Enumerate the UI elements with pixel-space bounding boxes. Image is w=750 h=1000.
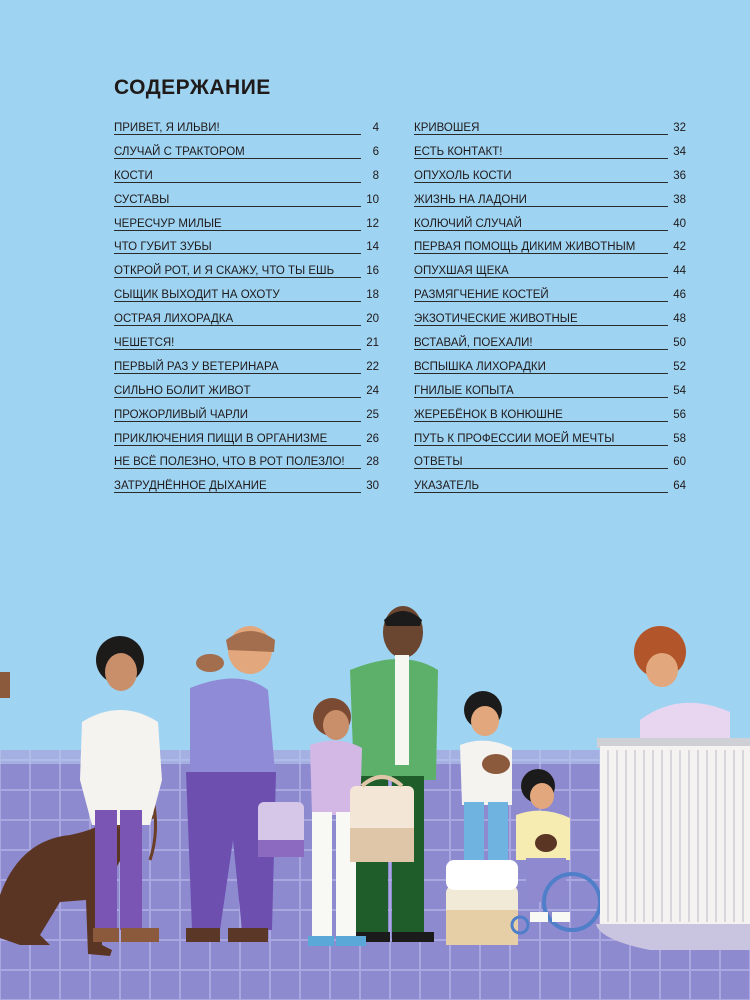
toc-entry[interactable]: [414, 359, 686, 383]
toc-entry-title: КРИВОШЕЯ: [414, 122, 480, 134]
toc-leader-line: [114, 206, 361, 207]
toc-leader-line: [114, 158, 361, 159]
toc-entry-title: ОПУХШАЯ ЩЕКА: [414, 265, 509, 278]
toc-entry[interactable]: [414, 239, 686, 263]
toc-entry[interactable]: [414, 168, 686, 192]
toc-entry-title: ЕСТЬ КОНТАКТ!: [414, 145, 503, 158]
toc-entry-page-number: 12: [366, 217, 379, 230]
toc-column-left: [114, 120, 379, 502]
receptionist: [634, 626, 730, 750]
toc-entry[interactable]: [114, 454, 379, 478]
toc-entry-title: СУСТАВЫ: [114, 193, 170, 206]
toc-entry[interactable]: [414, 431, 686, 455]
toc-entry-page-number: 40: [673, 217, 686, 230]
toc-entry[interactable]: [414, 144, 686, 168]
toc-entry[interactable]: [414, 335, 686, 359]
toc-entry-title: ОТВЕТЫ: [414, 456, 463, 469]
toc-entry-page-number: 54: [673, 384, 686, 397]
toc-entry-page-number: 4: [372, 122, 379, 134]
toc-entry-title: СЫЩИК ВЫХОДИТ НА ОХОТУ: [114, 289, 280, 302]
toc-leader-line: [414, 373, 668, 374]
toc-leader-line: [414, 253, 668, 254]
toc-entry-page-number: 38: [673, 193, 686, 206]
toc-entry-title: ЧЕРЕСЧУР МИЛЫЕ: [114, 217, 222, 230]
toc-entry-page-number: 21: [366, 337, 379, 350]
toc-entry[interactable]: [114, 263, 379, 287]
toc-entry-page-number: 36: [673, 169, 686, 182]
toc-entry-page-number: 56: [673, 408, 686, 421]
toc-entry-page-number: 28: [366, 456, 379, 469]
toc-leader-line: [414, 325, 668, 326]
toc-entry-page-number: 10: [366, 193, 379, 206]
toc-entry[interactable]: [114, 359, 379, 383]
toc-leader-line: [414, 230, 668, 231]
toc-leader-line: [114, 445, 361, 446]
toc-entry-title: ПУТЬ К ПРОФЕССИИ МОЕЙ МЕЧТЫ: [414, 432, 615, 445]
toc-entry[interactable]: [414, 263, 686, 287]
toc-leader-line: [414, 349, 668, 350]
toc-entry[interactable]: [114, 168, 379, 192]
toc-title: СОДЕРЖАНИЕ: [114, 76, 271, 99]
toc-entry-title: ЖИЗНЬ НА ЛАДОНИ: [414, 193, 527, 206]
toc-entry[interactable]: [114, 239, 379, 263]
toc-entry-page-number: 16: [366, 265, 379, 278]
toc-entry-page-number: 44: [673, 265, 686, 278]
toc-entry-title: ЧЕШЕТСЯ!: [114, 337, 175, 350]
toc-leader-line: [414, 206, 668, 207]
toc-entry-title: ГНИЛЫЕ КОПЫТА: [414, 384, 514, 397]
toc-entry[interactable]: [414, 383, 686, 407]
toc-entry[interactable]: [414, 311, 686, 335]
toc-entry-page-number: 22: [366, 360, 379, 373]
toc-entry[interactable]: [414, 216, 686, 240]
toc-leader-line: [114, 373, 361, 374]
toc-entry-title: ПРИКЛЮЧЕНИЯ ПИЩИ В ОРГАНИЗМЕ: [114, 432, 328, 445]
toc-entry-title: ОСТРАЯ ЛИХОРАДКА: [114, 313, 234, 326]
toc-entry-title: РАЗМЯГЧЕНИЕ КОСТЕЙ: [414, 289, 549, 302]
toc-entry-page-number: 42: [673, 241, 686, 254]
toc-entry-title: КОЛЮЧИЙ СЛУЧАЙ: [414, 217, 522, 230]
toc-leader-line: [114, 253, 361, 254]
wall-frame: [0, 672, 10, 698]
toc-entry[interactable]: [114, 431, 379, 455]
toc-entry-title: ПЕРВЫЙ РАЗ У ВЕТЕРИНАРА: [114, 360, 279, 373]
toc-leader-line: [414, 492, 668, 493]
toc-entry-page-number: 26: [366, 432, 379, 445]
toc-leader-line: [414, 301, 668, 302]
toc-entry-page-number: 50: [673, 337, 686, 350]
reception-desk: [596, 738, 750, 950]
toc-entry[interactable]: [114, 144, 379, 168]
toc-entry[interactable]: [114, 287, 379, 311]
toc-entry-title: ЖЕРЕБЁНОК В КОНЮШНЕ: [414, 408, 563, 421]
toc-entry[interactable]: [114, 478, 379, 502]
toc-entry-page-number: 20: [366, 313, 379, 326]
toc-leader-line: [114, 134, 361, 135]
toc-leader-line: [114, 492, 361, 493]
toc-leader-line: [114, 349, 361, 350]
toc-entry[interactable]: [414, 454, 686, 478]
toc-entry-title: НЕ ВСЁ ПОЛЕЗНО, ЧТО В РОТ ПОЛЕЗЛО!: [114, 456, 345, 469]
toc-leader-line: [414, 421, 668, 422]
toc-entry-page-number: 25: [366, 408, 379, 421]
toc-entry[interactable]: [414, 478, 686, 502]
toc-leader-line: [114, 468, 361, 469]
toc-entry-page-number: 46: [673, 289, 686, 302]
toc-entry-title: СИЛЬНО БОЛИТ ЖИВОТ: [114, 384, 251, 397]
toc-leader-line: [414, 445, 668, 446]
toc-leader-line: [114, 182, 361, 183]
toc-leader-line: [114, 230, 361, 231]
toc-entry-title: ЗАТРУДНЁННОЕ ДЫХАНИЕ: [114, 480, 267, 493]
toc-entry-title: ОТКРОЙ РОТ, И Я СКАЖУ, ЧТО ТЫ ЕШЬ: [114, 265, 335, 278]
toc-entry-page-number: 8: [372, 169, 379, 182]
toc-entry-title: УКАЗАТЕЛЬ: [414, 480, 480, 493]
toc-entry[interactable]: [114, 407, 379, 431]
toc-entry-title: ПРИВЕТ, Я ИЛЬВИ!: [114, 122, 220, 134]
toc-entry[interactable]: [114, 216, 379, 240]
vet-clinic-illustration: [0, 540, 750, 1000]
toc-entry[interactable]: [114, 311, 379, 335]
toc-entry-page-number: 48: [673, 313, 686, 326]
toc-entry-page-number: 58: [673, 432, 686, 445]
toc-leader-line: [114, 301, 361, 302]
toc-leader-line: [414, 134, 668, 135]
toc-entry-title: ОПУХОЛЬ КОСТИ: [414, 169, 512, 182]
toc-entry-page-number: 34: [673, 145, 686, 158]
toc-entry-title: ПРОЖОРЛИВЫЙ ЧАРЛИ: [114, 408, 249, 421]
toc-entry[interactable]: [114, 335, 379, 359]
toc-leader-line: [114, 421, 361, 422]
toc-leader-line: [114, 397, 361, 398]
toc-entry-title: КОСТИ: [114, 169, 153, 182]
toc-entry-page-number: 6: [372, 145, 379, 158]
toc-entry-page-number: 64: [673, 480, 686, 493]
toc-leader-line: [114, 277, 361, 278]
toc-leader-line: [414, 397, 668, 398]
toc-entry[interactable]: [414, 287, 686, 311]
toc-leader-line: [414, 158, 668, 159]
toc-entry-page-number: 14: [366, 241, 379, 254]
toc-entry[interactable]: [114, 120, 379, 144]
toc-entry-page-number: 32: [673, 122, 686, 134]
toc-entry-title: ВСПЫШКА ЛИХОРАДКИ: [414, 360, 546, 373]
toc-leader-line: [414, 468, 668, 469]
toc-entry[interactable]: [414, 407, 686, 431]
toc-leader-line: [414, 277, 668, 278]
toc-entry-title: ВСТАВАЙ, ПОЕХАЛИ!: [414, 337, 533, 350]
toc-entry-page-number: 60: [673, 456, 686, 469]
white-pet-carrier: [446, 860, 518, 945]
toc-entry-title: СЛУЧАЙ С ТРАКТОРОМ: [114, 145, 245, 158]
pet-carrier: [350, 777, 414, 862]
toc-entry-title: ЧТО ГУБИТ ЗУБЫ: [114, 241, 212, 254]
toc-entry-page-number: 24: [366, 384, 379, 397]
toc-entry-page-number: 52: [673, 360, 686, 373]
toc-entry[interactable]: [414, 120, 686, 144]
toc-entry[interactable]: [114, 192, 379, 216]
toc-entry[interactable]: [414, 192, 686, 216]
toc-column-right: [414, 120, 686, 502]
toc-leader-line: [414, 182, 668, 183]
toc-entry-page-number: 30: [366, 480, 379, 493]
toc-entry-title: ПЕРВАЯ ПОМОЩЬ ДИКИМ ЖИВОТНЫМ: [414, 241, 636, 254]
toc-entry-page-number: 18: [366, 289, 379, 302]
toc-entry-title: ЭКЗОТИЧЕСКИЕ ЖИВОТНЫЕ: [414, 313, 578, 326]
toc-entry[interactable]: [114, 383, 379, 407]
toc-leader-line: [114, 325, 361, 326]
